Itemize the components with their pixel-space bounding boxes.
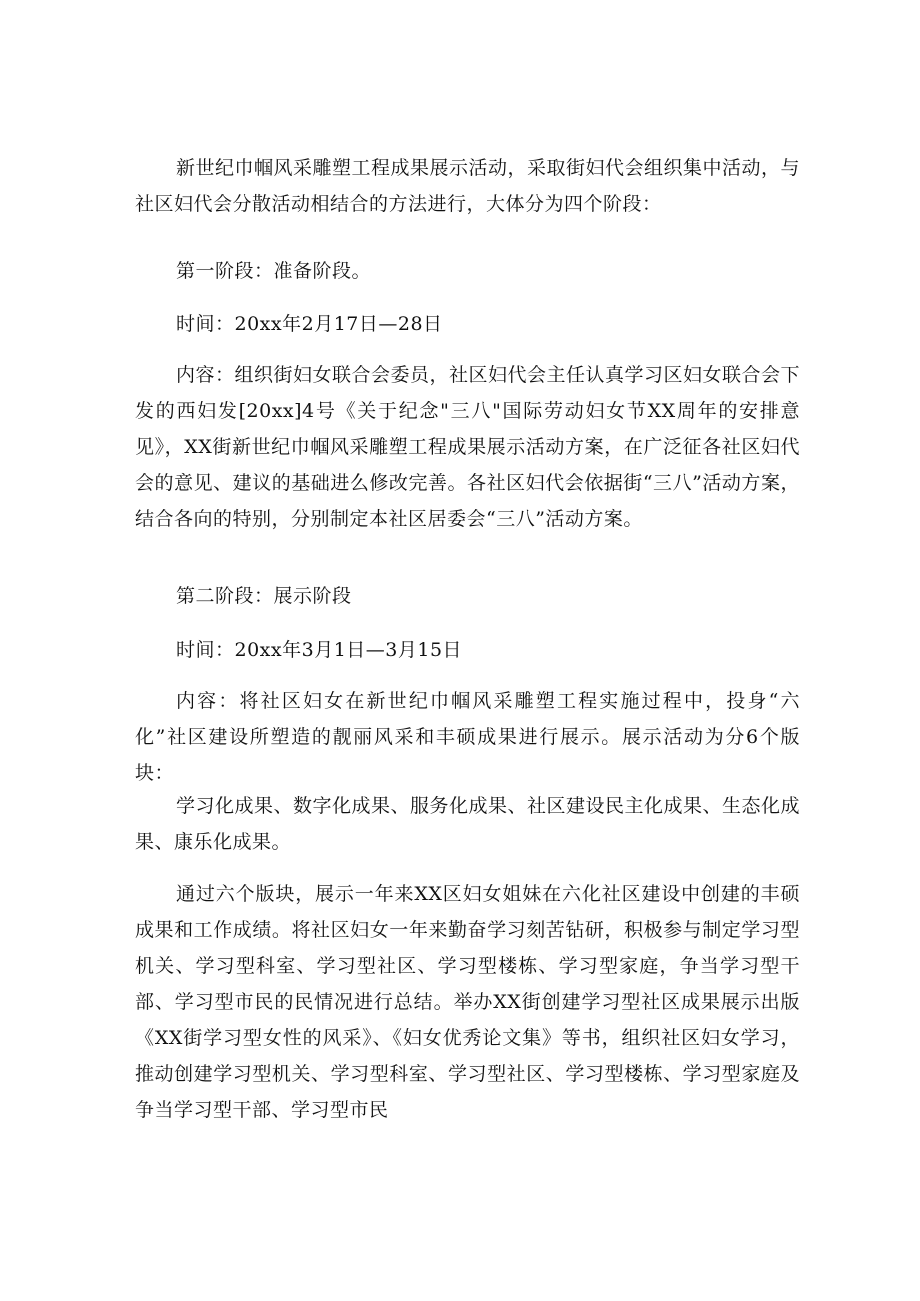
intro-paragraph: 新世纪巾帼风采雕塑工程成果展示活动，采取街妇代会组织集中活动，与社区妇代会分散活动相结合的方法进行，大体分为四个阶段： <box>135 157 801 215</box>
stage-two-heading: 第二阶段：展示阶段 <box>176 585 352 607</box>
stage-two-content: 内容：将社区妇女在新世纪巾帼风采雕塑工程实施过程中，投身“六化”社区建设所塑造的靓丽风采和丰硕成果进行展示。展示活动为分6个版块： <box>135 690 800 784</box>
stage-one-time: 时间：20xx年2月17日—28日 <box>176 313 443 335</box>
six-sections-paragraph: 通过六个版块，展示一年来XX区妇女姐妹在六化社区建设中创建的丰硕成果和工作成绩。将社区妇女一年来勤奋学习刻苦钻研，积极参与制定学习型机关、学习型科室、学习型社区、学习型楼栋、学习型家庭，争当学习型干部、学习型市民的民情况进行总结。举办XX街创建学习型社区成果展示出版《XX街学习型女性的风采》、《妇女优秀论文集》等书，组织社区妇女学习，推动创建学习型机关、学习型科室、学习型社区、学习型楼栋、学习型家庭及争当学习型干部、学习型市民 <box>135 883 800 1121</box>
results-list-paragraph: 学习化成果、数字化成果、服务化成果、社区建设民主化成果、生态化成果、康乐化成果。 <box>135 795 801 853</box>
stage-one-heading: 第一阶段：准备阶段。 <box>176 260 372 282</box>
stage-two-time: 时间：20xx年3月1日—3月15日 <box>176 639 463 661</box>
stage-one-content: 内容：组织街妇女联合会委员，社区妇代会主任认真学习区妇女联合会下发的西妇发[20xx]4号《关于纪念"三八"国际劳动妇女节XX周年的安排意见》，XX街新世纪巾帼风采雕塑工程成果展示活动方案，在广泛征各社区妇代会的意见、建议的基础进么修改完善。各社区妇代会依据街“三八”活动方案，结合各向的特别，分别制定本社区居委会“三八”活动方案。 <box>135 364 801 530</box>
